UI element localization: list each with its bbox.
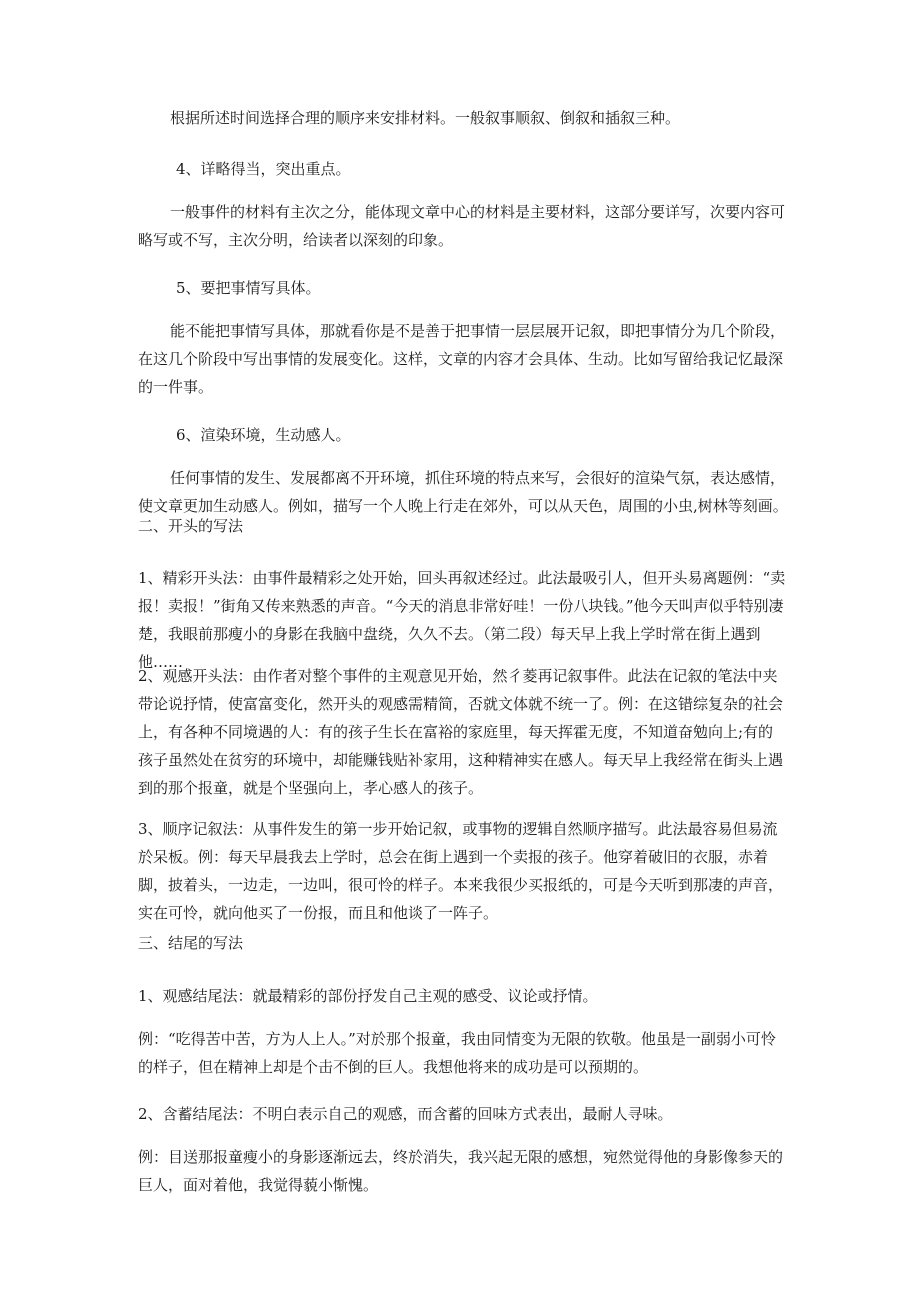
paragraph-be-specific: 能不能把事情写具体，那就看你是不是善于把事情一层层展开记叙，即把事情分为几个阶段，在这几个阶段中写出事情的发展变化。这样，文章的内容才会具体、生动。比如写留给我记忆最深的一件事。 <box>138 322 786 396</box>
paragraph-environment: 任何事情的发生、发展都离不开环境，抓住环境的特点来写，会很好的渲染气氛，表达感情，使文章更加生动感人。例如，描写一个人晚上行走在郊外，可以从天色，周围的小虫,树林等刻画。 <box>138 469 788 515</box>
opening-method-3: 3、顺序记叙法：从事件发生的第一步开始记叙，或事物的逻辑自然顺序描写。此法最容易但易流於呆板。例：每天早晨我去上学时，总会在街上遇到一个卖报的孩子。他穿着破旧的衣服，赤着脚，披着头，一边走，一边叫，很可怜的样子。本来我很少买报纸的，可是今天听到那凄的声音，实在可怜，就向他买了一份报，而且和他谈了一阵子。 <box>138 820 784 922</box>
section-heading-ending: 三、结尾的写法 <box>138 934 244 952</box>
ending-method-2: 2、含蓄结尾法：不明白表示自己的观感，而含蓄的回味方式表出，最耐人寻味。 <box>138 1105 673 1123</box>
opening-method-1: 1、精彩开头法：由事件最精彩之处开始，回头再叙述经过。此法最吸引人，但开头易离题例：“卖报！卖报！”街角又传来熟悉的声音。“今天的消息非常好哇！一份八块钱。”他今天叫声似乎特别凄楚，我眼前那瘦小的身影在我脑中盘绕，久久不去。（第二段）每天早上我上学时常在街上遇到他…… <box>138 569 786 671</box>
ending-method-1-example: 例：“吃得苦中苦，方为人上人。”对於那个报童，我由同情变为无限的钦敬。他虽是一副弱小可怜的样子，但在精神上却是个击不倒的巨人。我想他将来的成功是可以预期的。 <box>138 1030 776 1076</box>
paragraph-narrative-order: 根据所述时间选择合理的顺序来安排材料。一般叙事顺叙、倒叙和插叙三种。 <box>170 109 681 127</box>
section-heading-opening: 二、开头的写法 <box>138 517 244 535</box>
opening-method-2: 2、观感开头法：由作者对整个事件的主观意见开始，然彳菱再记叙事件。此法在记叙的笔法中夹带论说抒情，使富富变化，然开头的观感需精简，否就文体就不统一了。例：在这错综复杂的社会上，有各种不同境遇的人：有的孩子生长在富裕的家庭里，每天挥霍无度，不知道奋勉向上;有的孩子虽然处在贫穷的环境中，却能赚钱贴补家用，这种精神实在感人。每天早上我经常在街头上遇到的那个报童，就是个坚强向上，孝心感人的孩子。 <box>138 667 784 797</box>
heading-point-5: 5、要把事情写具体。 <box>176 279 321 297</box>
ending-method-2-example: 例：目送那报童瘦小的身影逐渐远去，终於消失，我兴起无限的感想，宛然觉得他的身影像参天的巨人，面对着他，我觉得藐小惭愧。 <box>138 1148 784 1194</box>
heading-point-6: 6、渲染环境，生动感人。 <box>176 426 351 444</box>
paragraph-detail-emphasis: 一般事件的材料有主次之分，能体现文章中心的材料是主要材料，这部分要详写，次要内容可略写或不写，主次分明，给读者以深刻的印象。 <box>138 203 786 249</box>
heading-point-4: 4、详略得当，突出重点。 <box>176 160 351 178</box>
ending-method-1: 1、观感结尾法：就最精彩的部份抒发自己主观的感受、议论或抒情。 <box>138 987 598 1005</box>
